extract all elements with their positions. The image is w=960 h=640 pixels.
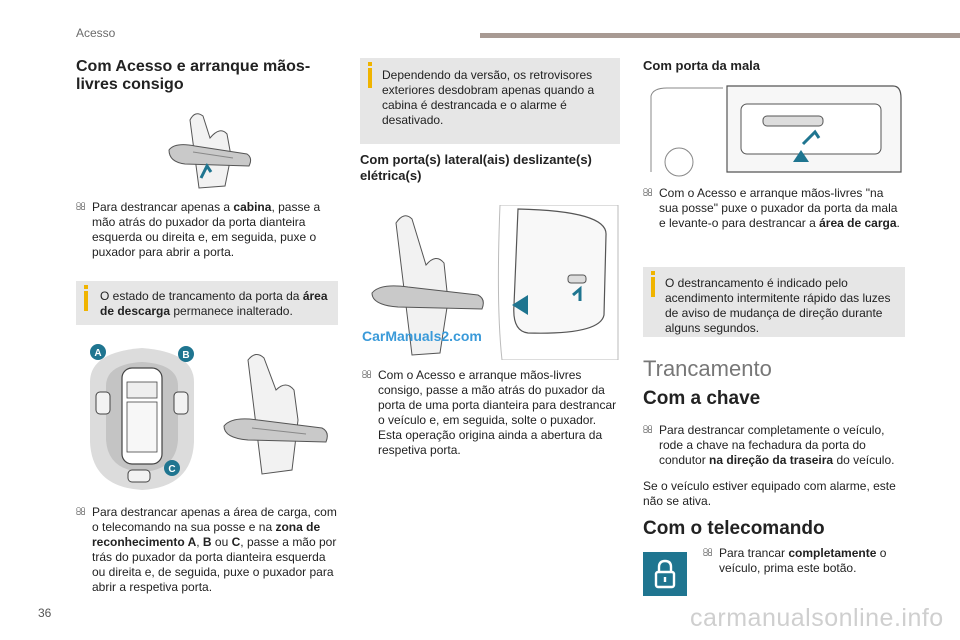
check-bullet-icon (76, 505, 86, 520)
heading-with-key: Com a chave (643, 388, 761, 409)
zone-b-label: B (182, 350, 190, 361)
tailgate-illustration (643, 84, 905, 178)
heading-hands-free: Com Acesso e arranque mãos-livres consigo (76, 58, 311, 93)
header-section-title: Acesso (76, 26, 116, 40)
alarm-note-text: Se o veículo estiver equipado com alarme, este não se ativa. (643, 479, 896, 508)
check-bullet-icon (643, 423, 653, 438)
bullet-cabin-unlock: Para destrancar apenas a cabina, passe a mão atrás do puxador da porta dianteira esquerda ou direita e, em seguida, puxe o puxador para abrir a porta. (76, 200, 338, 260)
info-bar-icon (84, 291, 88, 311)
heading-sliding-doors: Com porta(s) lateral(ais) deslizante(s) elétrica(s) (360, 152, 592, 183)
bullet-sliding-doors: Com o Acesso e arranque mãos-livres consigo, passe a mão atrás do puxador da porta de uma porta dianteira para destrancar o veículo e, em seguida, solte o puxador. Esta operação origina ainda a abertura da respetiva porta. (362, 368, 620, 458)
watermark-bottom: carmanualsonline.info (690, 604, 944, 632)
watermark-carmanuals: CarManuals2.com (362, 328, 482, 344)
note-load-area: O estado de trancamento da porta da área de descarga permanece inalterado. (76, 281, 338, 325)
zone-c-label: C (168, 464, 176, 475)
bullet-tailgate: Com o Acesso e arranque mãos-livres "na sua posse" puxe o puxador da porta da mala e levante-o para destrancar a área de carga. (643, 186, 905, 231)
bullet-key-lock: Para destrancar completamente o veículo, rode a chave na fechadura da porta do condutor na direção da traseira do veículo. (643, 423, 905, 468)
hand-behind-handle-illustration (218, 350, 333, 480)
check-bullet-icon (703, 546, 713, 561)
note-indicators: O destrancamento é indicado pelo acendimento intermitente rápido das luzes de aviso de mudança de direção durante alguns segundos. (643, 267, 905, 337)
info-bar-icon (368, 68, 372, 88)
recognition-zones-illustration (82, 342, 202, 492)
page-number: 36 (38, 606, 52, 620)
section-trancamento: Trancamento (643, 356, 772, 381)
heading-with-remote: Com o telecomando (643, 518, 825, 539)
hand-handle-illustration (165, 108, 255, 190)
bullet-remote-lock: Para trancar completamente o veículo, prima este botão. (703, 546, 903, 576)
heading-tailgate: Com porta da mala (643, 58, 761, 73)
info-bar-icon (651, 277, 655, 297)
lock-icon (643, 552, 687, 596)
note-mirrors: Dependendo da versão, os retrovisores exteriores desdobram apenas quando a cabina é destrancada e o alarme é desativado. (360, 58, 620, 144)
zone-a-label: A (94, 348, 102, 359)
check-bullet-icon (362, 368, 372, 383)
check-bullet-icon (643, 186, 653, 201)
remote-lock-button-illustration (643, 552, 687, 596)
header-bar (480, 33, 960, 38)
bullet-load-area-unlock: Para destrancar apenas a área de carga, com o telecomando na sua posse e na zona de reconhecimento A, B ou C, passe a mão por trás do puxador da porta dianteira esquerda ou direita e, de seguida, puxe o puxador para abrir a respetiva porta. (76, 505, 338, 595)
check-bullet-icon (76, 200, 86, 215)
